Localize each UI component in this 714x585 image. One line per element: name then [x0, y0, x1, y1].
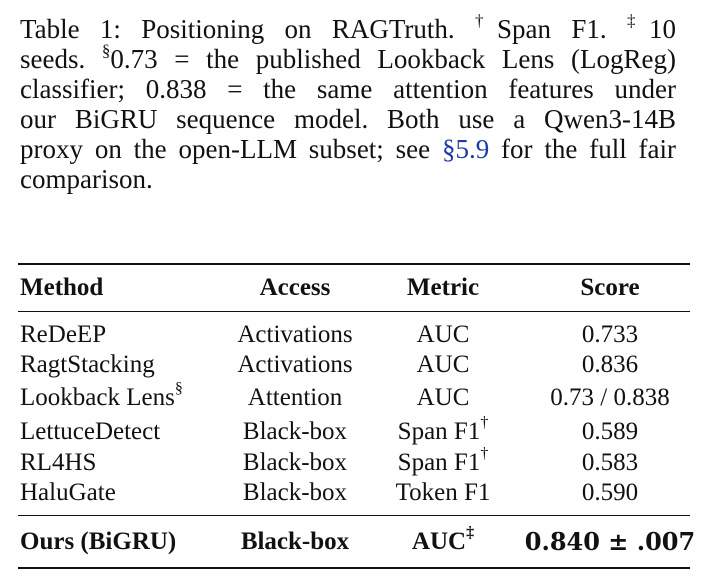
caption-line-6: comparison. [20, 164, 153, 194]
header-score: Score [580, 274, 640, 301]
metric-mark: † [480, 444, 489, 462]
metric-name: AUC [416, 351, 470, 378]
caption-text: 0.73 = the published Lookback Lens (LogReg) [110, 44, 677, 74]
method-name: HaluGate [20, 479, 116, 506]
table-caption [20, 11, 677, 194]
caption-text: 10 [649, 14, 676, 44]
metric-cell [382, 444, 504, 478]
access-cell: Black-box [242, 418, 348, 445]
score-cell: 0.733 [581, 321, 639, 348]
header-access: Access [259, 274, 331, 301]
score-cell: 0.583 [581, 449, 639, 476]
method-name: Lookback Lens [20, 384, 175, 411]
ours-separator-rule [18, 515, 690, 516]
access-cell: Activations [237, 351, 353, 378]
section-reference-link[interactable]: §5.9 [441, 134, 490, 164]
caption-text: proxy on the open-LLM subset; see [20, 134, 442, 164]
method-cell [20, 320, 106, 350]
score-cell: 0.73 / 0.838 [550, 384, 670, 411]
metric-name: Span F1 [397, 418, 481, 445]
metric-name: Token F1 [395, 479, 491, 506]
access-cell: Attention [247, 384, 343, 411]
metric-mark: † [480, 413, 489, 431]
method-cell [20, 417, 160, 447]
metric-cell [382, 523, 504, 557]
access-cell: Black-box [240, 528, 350, 555]
header-method: Method [20, 274, 104, 301]
metric-cell [382, 350, 504, 380]
method-cell [20, 448, 96, 478]
metric-cell [382, 320, 504, 350]
caption-line-5 [20, 134, 676, 164]
method-cell [20, 478, 116, 508]
metric-mark: ‡ [466, 523, 475, 541]
header-metric: Metric [406, 274, 480, 301]
caption-line-3: classifier; 0.838 = the same attention features under [20, 74, 676, 104]
top-rule [18, 263, 690, 265]
method-cell: Ours (BiGRU) [20, 528, 177, 555]
access-cell: Activations [237, 321, 353, 348]
caption-text: for the full fair [489, 134, 677, 164]
method-name: LettuceDetect [20, 418, 161, 445]
caption-line-4: our BiGRU sequence model. Both use a Qwen3-14B [20, 104, 676, 134]
section-mark: § [101, 41, 111, 60]
method-name: RL4HS [20, 449, 97, 476]
double-dagger-mark: ‡ [626, 11, 649, 30]
metric-name: AUC [416, 321, 470, 348]
header-rule [18, 311, 690, 312]
method-mark: § [174, 379, 183, 397]
caption-line-1 [20, 11, 676, 44]
metric-name: Span F1 [397, 449, 481, 476]
access-cell: Black-box [242, 449, 348, 476]
score-cell: 0.836 [581, 351, 639, 378]
caption-line-2 [20, 41, 677, 74]
caption-text: Table 1: Positioning on RAGTruth. [20, 14, 475, 44]
caption-text: Span F1. [497, 14, 627, 44]
metric-name: AUC [416, 384, 470, 411]
method-name: RagtStacking [20, 351, 155, 378]
dagger-mark: † [474, 11, 498, 30]
score-cell: 0.840 ± .007 [524, 527, 696, 556]
score-cell: 0.589 [581, 418, 639, 445]
method-cell [20, 379, 183, 413]
metric-cell [382, 383, 504, 413]
method-name: ReDeEP [20, 321, 107, 348]
metric-name: AUC [411, 528, 467, 555]
access-cell: Black-box [242, 479, 348, 506]
score-cell: 0.590 [581, 479, 639, 506]
bottom-rule [18, 567, 690, 569]
method-cell [20, 350, 155, 380]
metric-cell [382, 413, 504, 447]
caption-text: seeds. [20, 44, 102, 74]
metric-cell [382, 478, 504, 508]
